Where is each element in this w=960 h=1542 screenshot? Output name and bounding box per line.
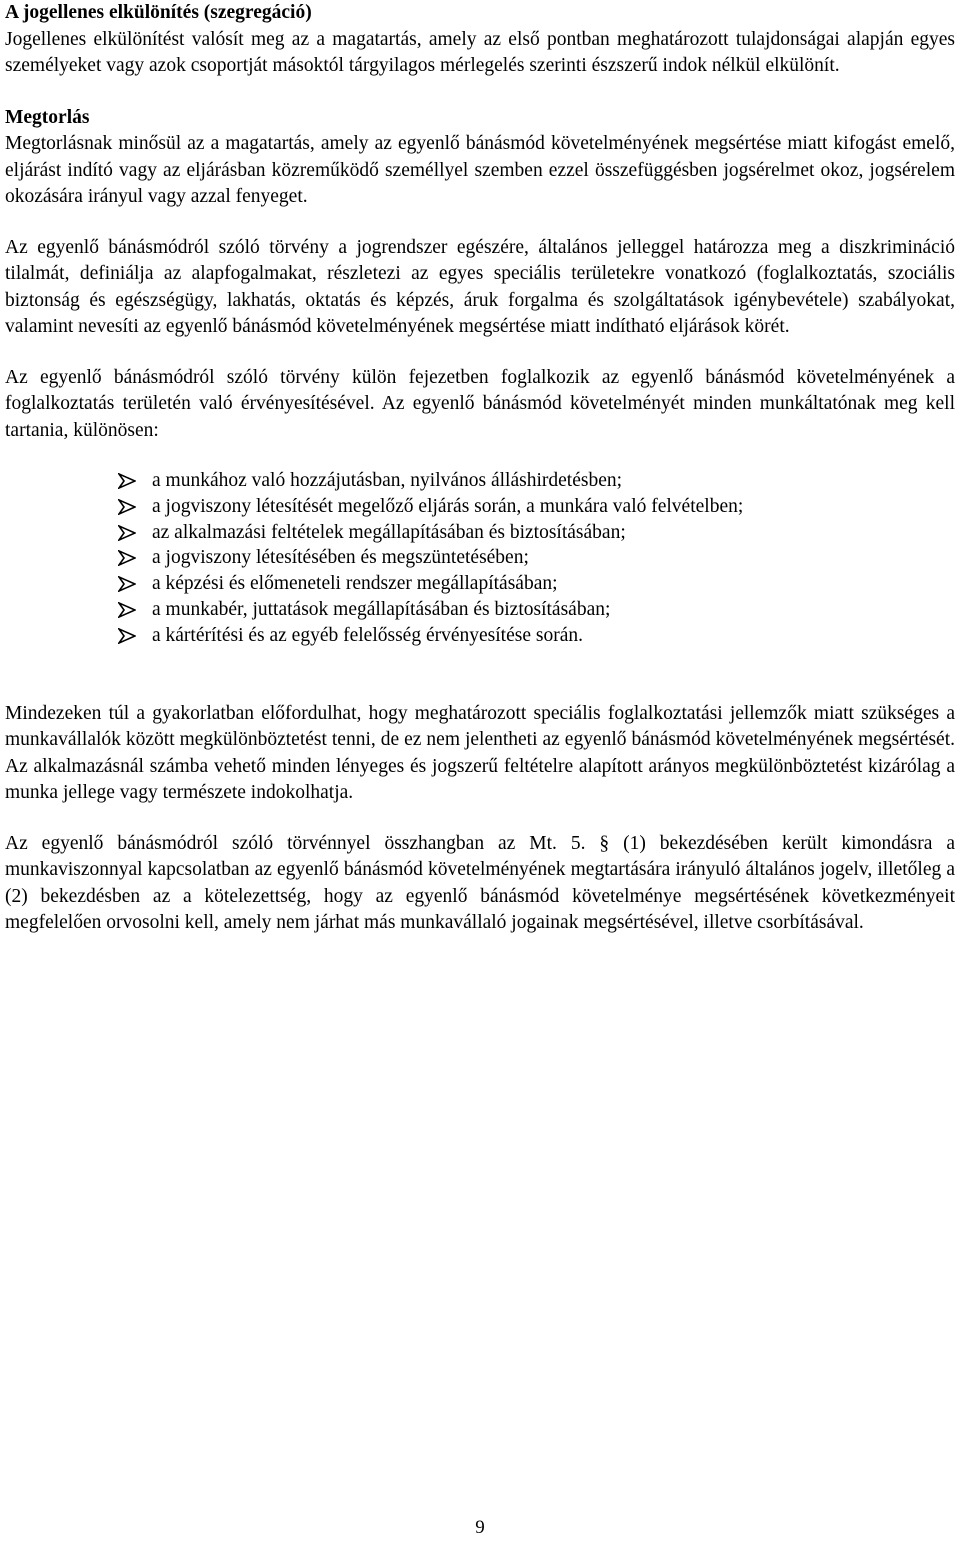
section-text-segregation: Jogellenes elkülönítést valósít meg az a magatartás, amely az első pontban meghatározott tulajdonságai alapján egyes személyeket vagy azok csoportját másoktól tárgyilagos mérlegelés szerinti észszerű indok nélkül elkülönít. xyxy=(5,28,955,76)
list-item xyxy=(5,520,955,546)
arrowhead-bullet-icon xyxy=(118,473,136,489)
section-segregation xyxy=(5,0,955,80)
list-item-text: a kártérítési és az egyéb felelősség érvényesítése során. xyxy=(152,624,583,646)
arrowhead-bullet-icon xyxy=(118,576,136,592)
list-item-text: a jogviszony létesítésében és megszüntetésében; xyxy=(152,547,529,569)
paragraph-law-overview: Az egyenlő bánásmódról szóló törvény a jogrendszer egészére, általános jelleggel határozza meg a diszkrimináció tilalmát, definiálja az alapfogalmakat, részletezi az egyes speciális területekre vonatkozó (foglalkoztatás, szociális biztonság és egészségügy, lakhatás, oktatás és képzés, áruk forgalma és szolgáltatások igénybevétele) szabályokat, valamint nevesíti az egyenlő bánásmód követelményének megsértése miatt indítható eljárások körét. xyxy=(5,236,955,337)
employer-obligations-list xyxy=(5,468,955,649)
list-item xyxy=(5,494,955,520)
list-item-text: az alkalmazási feltételek megállapításában és biztosításában; xyxy=(152,521,626,543)
paragraph-labour-code: Az egyenlő bánásmódról szóló törvénnyel összhangban az Mt. 5. § (1) bekezdésében került kimondásra a munkaviszonnyal kapcsolatban az egyenlő bánásmód követelményének megtartására irányuló általános jogelv, illetőleg a (2) bekezdésben az a kötelezettség, hogy az egyenlő bánásmód követelménye megsértésének következményeit megfelelően orvosolni kell, amely nem járhat más munkavállaló jogainak megsértésével, illetve csorbításával. xyxy=(5,832,955,934)
list-item xyxy=(5,468,955,494)
section-retaliation xyxy=(5,105,955,211)
page-number: 9 xyxy=(475,1517,485,1538)
list-item-text: a munkához való hozzájutásban, nyilvános álláshirdetésben; xyxy=(152,470,623,491)
list-item-text: a jogviszony létesítését megelőző eljárás során, a munkára való felvételben; xyxy=(152,495,744,517)
list-item xyxy=(5,597,955,623)
list-item xyxy=(5,571,955,597)
list-item xyxy=(5,623,955,649)
arrowhead-bullet-icon xyxy=(118,499,136,515)
arrowhead-bullet-icon xyxy=(118,550,136,566)
arrowhead-bullet-icon xyxy=(118,628,136,644)
paragraph-special-characteristics: Mindezeken túl a gyakorlatban előfordulhat, hogy meghatározott speciális foglalkoztatási jellemzők miatt szükséges a munkavállalók között megkülönböztetést tenni, de ez nem jelentheti az egyenlő bánásmód követelményének megsértését. Az alkalmazásnál számba vehető minden lényeges és jogszerű feltételre alapított arányos megkülönböztetést kizárólag a munka jellege vagy természete indokolhatja. xyxy=(5,702,955,804)
document-page xyxy=(5,0,955,937)
section-title-retaliation: Megtorlás xyxy=(5,106,90,128)
section-title-segregation: A jogellenes elkülönítés (szegregáció) xyxy=(5,2,312,23)
arrowhead-bullet-icon xyxy=(118,525,136,541)
list-item-text: a munkabér, juttatások megállapításában és biztosításában; xyxy=(152,598,611,620)
list-item xyxy=(5,545,955,571)
paragraph-employment-chapter: Az egyenlő bánásmódról szóló törvény külön fejezetben foglalkozik az egyenlő bánásmód követelményének a foglalkoztatás területén való érvényesítésével. Az egyenlő bánásmód követelményét minden munkáltatónak meg kell tartania, különösen: xyxy=(5,366,955,441)
section-text-retaliation: Megtorlásnak minősül az a magatartás, amely az egyenlő bánásmód követelményének megsértése miatt kifogást emelő, eljárást indító vagy az eljárásban közreműködő személlyel szemben ezzel összefüggésben jogsérelmet okoz, jogsérelem okozására irányul vagy azzal fenyeget. xyxy=(5,133,955,207)
arrowhead-bullet-icon xyxy=(118,602,136,618)
list-item-text: a képzési és előmeneteli rendszer megállapításában; xyxy=(152,573,558,595)
